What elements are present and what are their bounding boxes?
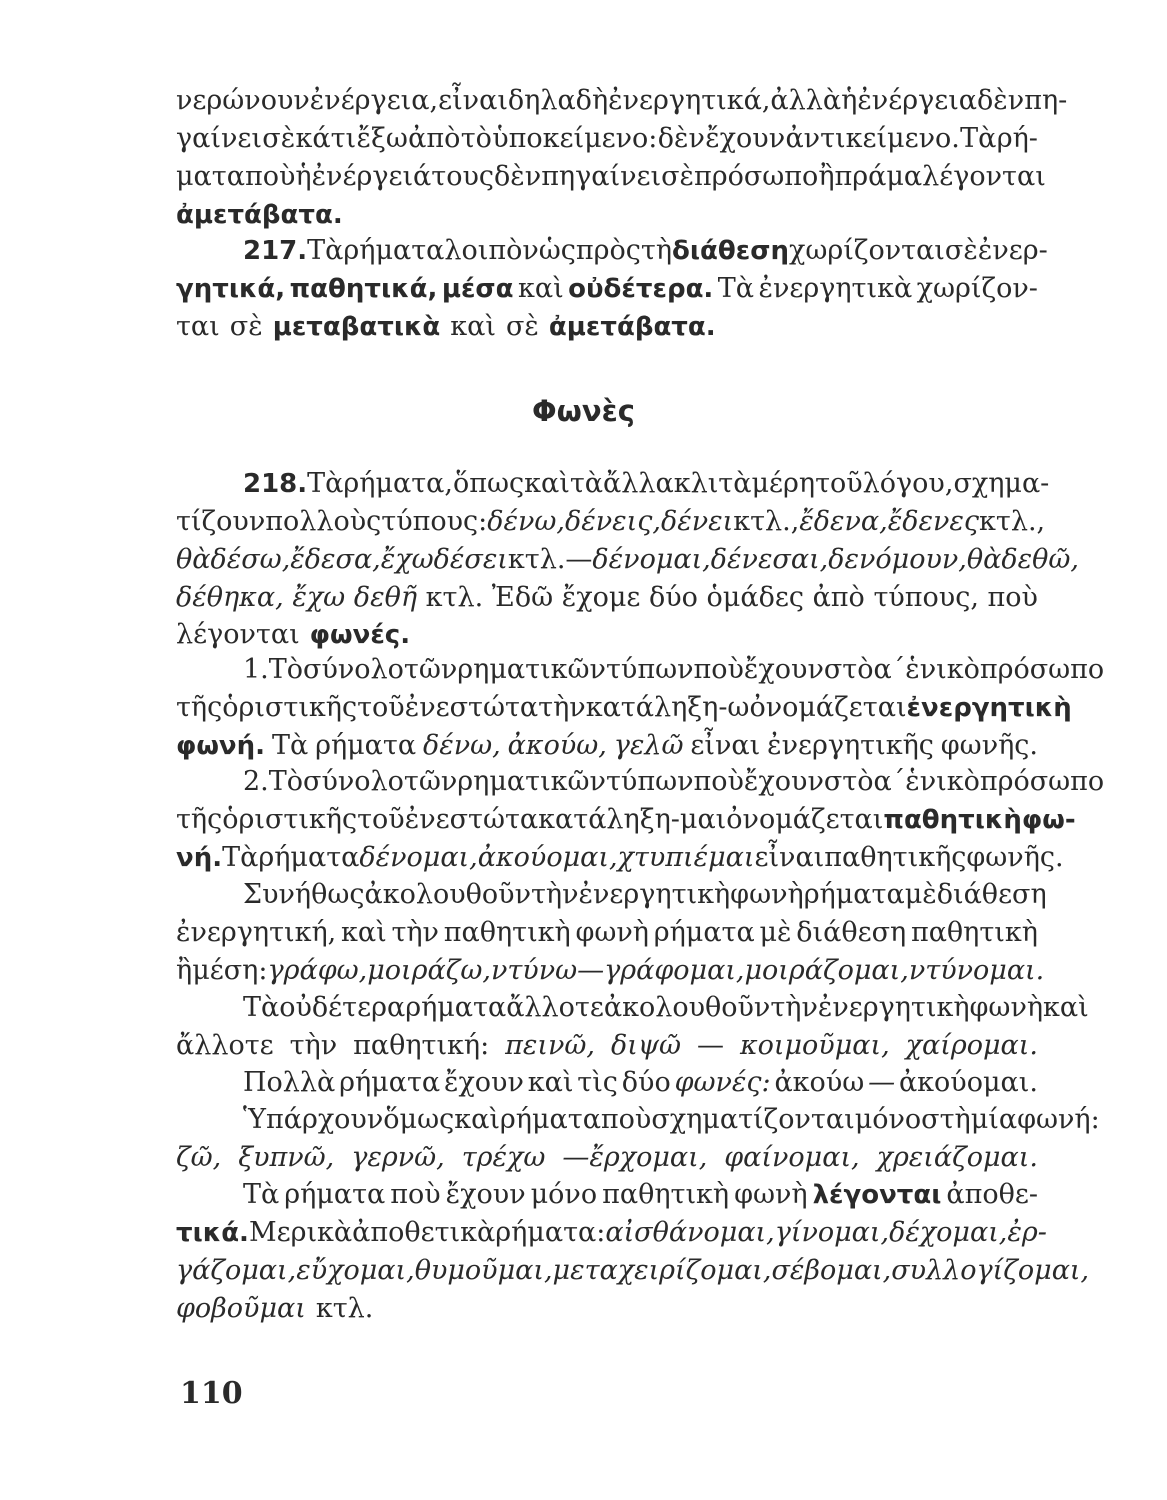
text-line: Συνήθως ἀκολουθοῦν τὴν ἐνεργητικὴ φωνὴ ρήματα μὲ διάθεση bbox=[243, 879, 1047, 910]
text-line: νή. Τὰ ρήματα δένομαι, ἀκούομαι, χτυπιέμαι εἶναι παθητικῆς φωνῆς. bbox=[176, 842, 1064, 873]
text-line: φωνή. Τὰ ρήματα δένω, ἀκούω, γελῶ εἶναι ἐνεργητικῆς φωνῆς. bbox=[176, 730, 1038, 761]
text-line: ματα ποὺ ἡ ἐνέργειά τους δὲν πηγαίνει σὲ πρόσωπο ἢ πράμα λέγονται bbox=[176, 161, 1046, 192]
text-line: φοβοῦμαι κτλ. bbox=[176, 1293, 374, 1324]
section-heading: Φωνὲς bbox=[532, 394, 635, 428]
text-line: γητικά, παθητικά, μέσα καὶ οὐδέτερα. Τὰ ἐνεργητικὰ χωρίζον- bbox=[176, 273, 1038, 304]
text-line: Τὰ ρήματα ποὺ ἔχουν μόνο παθητικὴ φωνὴ λέγονται ἀποθε- bbox=[243, 1179, 1038, 1210]
text-line: Πολλὰ ρήματα ἔχουν καὶ τὶς δύο φωνές: ἀκούω — ἀκούομαι. bbox=[243, 1067, 1038, 1098]
page-number: 110 bbox=[180, 1376, 243, 1411]
text-line: 218. Τὰ ρήματα, ὅπως καὶ τὰ ἄλλα κλιτὰ μέρη τοῦ λόγου, σχημα- bbox=[243, 468, 1050, 499]
text-line: τῆς ὁριστικῆς τοῦ ἐνεστώτα τὴν κατάληξη -ω ὀνομάζεται ἐνεργητικὴ bbox=[176, 692, 1072, 723]
text-line: τῆς ὁριστικῆς τοῦ ἐνεστώτα κατάληξη -μαι ὀνομάζεται παθητικὴ φω- bbox=[176, 804, 1076, 835]
text-line: Ὑπάρχουν ὅμως καὶ ρήματα ποὺ σχηματίζονται μόνο στὴ μία φωνή: bbox=[243, 1104, 1100, 1135]
text-line: 217. Τὰ ρήματα λοιπὸν ὡς πρὸς τὴ διάθεση χωρίζονται σὲ ἐνερ- bbox=[243, 235, 1048, 266]
text-line: ἀμετάβατα. bbox=[176, 200, 343, 230]
text-line: λέγονται φωνές. bbox=[176, 619, 411, 650]
text-line: ται σὲ μεταβατικὰ καὶ σὲ ἀμετάβατα. bbox=[176, 311, 716, 342]
text-line: 1. Τὸ σύνολο τῶν ρηματικῶν τύπων ποὺ ἔχουν στὸ α΄ ἑνικὸ πρόσωπο bbox=[243, 654, 1105, 685]
text-line: ἄλλοτε τὴν παθητική: πεινῶ, διψῶ — κοιμοῦμαι, χαίρομαι. bbox=[176, 1030, 1038, 1061]
text-line: 2. Τὸ σύνολο τῶν ρηματικῶν τύπων ποὺ ἔχουν στὸ α΄ ἑνικὸ πρόσωπο bbox=[243, 766, 1105, 797]
text-line: θὰ δέσω, ἔδεσα, ἔχω δέσει κτλ.— δένομαι, δένεσαι, δενόμουν, θὰ δεθῶ, bbox=[176, 544, 1080, 575]
text-line: ἢ μέση : γράφω, μοιράζω, ντύνω —γράφομαι, μοιράζομαι, ντύνομαι. bbox=[176, 955, 1045, 986]
text-line: ζῶ, ξυπνῶ, γερνῶ, τρέχω —ἔρχομαι, φαίνομαι, χρειάζομαι. bbox=[176, 1142, 1038, 1173]
text-line: γαίνει σὲ κάτι ἔξω ἀπὸ τὸ ὑποκείμενο: δὲν ἔχουν ἀντικείμενο. Τὰ ρή- bbox=[176, 123, 1038, 154]
text-line: δέθηκα, ἔχω δεθῆ κτλ. Ἐδῶ ἔχομε δύο ὁμάδες ἀπὸ τύπους, ποὺ bbox=[176, 582, 1038, 613]
text-line: τίζουν πολλοὺς τύπους: δένω, δένεις, δένει κτλ., ἔδενα, ἔδενες κτλ., bbox=[176, 506, 1046, 537]
text-line: γάζομαι, εὔχομαι, θυμοῦμαι, μεταχειρίζομαι, σέβομαι, συλλογίζομαι, bbox=[176, 1255, 1090, 1286]
text-line: τικά. Μερικὰ ἀποθετικὰ ρήματα: αἰσθάνομαι, γίνομαι, δέχομαι, ἐρ- bbox=[176, 1217, 1047, 1248]
text-line: Τὰ οὐδέτερα ρήματα ἄλλοτε ἀκολουθοῦν τὴν ἐνεργητικὴ φωνὴ καὶ bbox=[243, 992, 1089, 1023]
text-line: ἐνεργητική, καὶ τὴν παθητικὴ φωνὴ ρήματα μὲ διάθεση παθητικὴ bbox=[176, 917, 1038, 948]
text-line: νερώνουν ἐνέργεια, εἶναι δηλαδὴ ἐνεργητικά, ἀλλὰ ἡ ἐνέργεια δὲν πη- bbox=[176, 85, 1068, 116]
